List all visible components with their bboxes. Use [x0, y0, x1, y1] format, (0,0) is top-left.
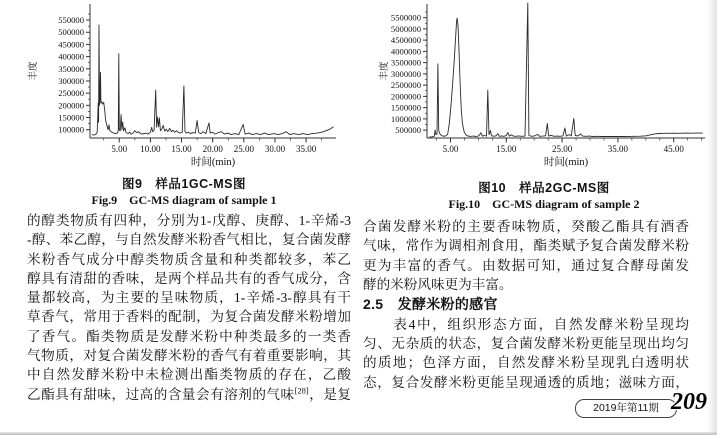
y-tick-label: 5000000 [390, 23, 421, 34]
x-tick-label: 15.00 [171, 144, 192, 154]
text-line: 更为丰富的香气。由数据可知，通过复合酵母菌发 [363, 257, 689, 273]
y-tick-label: 250000 [58, 88, 84, 99]
y-tick-label: 150000 [58, 112, 84, 123]
x-tick-label: 25.00 [233, 144, 254, 154]
x-tick-label: 45.00 [663, 144, 684, 154]
chromatogram-trace [429, 3, 703, 137]
section-heading-2-5: 2.5 发酵米粉的感官 [363, 296, 498, 313]
y-axis-title: 丰度 [29, 61, 39, 81]
y-tick-label: 4500000 [390, 35, 421, 46]
text-line: 量都较高，为主要的呈味物质，1-辛烯-3-醇具有干 [27, 290, 351, 306]
y-tick-label: 100000 [58, 124, 84, 135]
figure-sample2 [375, 2, 713, 213]
x-axis-ticks [104, 138, 322, 154]
text-column-right [363, 217, 689, 392]
text-line: 匀、无杂质的状态，复合菌发酵米粉更能呈现出均匀 [363, 335, 689, 351]
x-tick-label: 15.00 [496, 144, 517, 154]
y-tick-label: 500000 [395, 125, 421, 136]
y-axis-ticks [58, 14, 90, 135]
y-tick-label: 1500000 [390, 102, 421, 113]
figure1-caption-en: Fig.9 GC-MS diagram of sample 1 [91, 193, 277, 207]
y-tick-label: 1000000 [390, 113, 421, 124]
text-line: -醇、苯乙醇，与自然发酵米粉香气相比，复合菌发酵 [27, 232, 351, 248]
y-tick-label: 350000 [58, 63, 84, 74]
text-line: 乙酯具有甜味，过高的含量会有溶剂的气味[28]，是复 [27, 385, 351, 402]
text-line: 气味，常作为调相剂食用，酯类赋予复合菌发酵米粉 [363, 238, 689, 254]
y-tick-label: 2000000 [390, 91, 421, 102]
text-line: 的质地；色泽方面，自然发酵米粉呈现乳白透明状 [363, 355, 689, 371]
x-axis-ticks [436, 138, 701, 154]
text-line: 的醇类物质有四种，分别为1-戊醇、庚醇、1-辛烯-3 [27, 213, 351, 228]
figure2-caption-cn: 图10 样品2GC-MS图 [478, 181, 610, 195]
y-tick-label: 2500000 [390, 80, 421, 91]
issue-badge: 2019年第11期 [575, 399, 677, 418]
y-tick-label: 4000000 [390, 46, 421, 57]
text-line: 酵的米粉风味更为丰富。 [363, 276, 513, 292]
text-line: 米粉香气成分中醇类物质含量和种类都较多，苯乙 [27, 251, 351, 267]
x-tick-label: 5.00 [442, 144, 459, 154]
x-tick-label: 10.00 [140, 144, 161, 154]
y-tick-label: 3500000 [390, 57, 421, 68]
gcms-chart-sample1 [24, 2, 344, 170]
text-line: 气物质，对复合菌发酵米粉的香气有着重要影响，其 [27, 348, 351, 364]
text-line: 合菌发酵米粉的主要香味物质，癸酸乙酯具有酒香 [363, 219, 689, 234]
x-axis-title: 时间(min) [543, 157, 589, 168]
x-tick-label: 35.00 [295, 144, 317, 154]
y-tick-label: 550000 [58, 15, 84, 26]
x-tick-label: 30.00 [264, 144, 286, 154]
y-tick-label: 5500000 [390, 12, 421, 23]
gcms-chart-sample2 [375, 2, 713, 170]
x-tick-label: 25.00 [551, 144, 573, 154]
axes [90, 4, 336, 138]
y-axis-ticks [391, 12, 427, 135]
paragraph-esters-continued [363, 217, 689, 294]
axes [427, 4, 705, 138]
x-tick-label: 35.00 [607, 144, 629, 154]
page-number: 209 [671, 389, 707, 415]
text-line: 中自然发酵米粉中未检测出酯类物质的存在，乙酸 [27, 367, 351, 383]
y-tick-label: 450000 [58, 39, 84, 50]
figure1-caption-cn: 图9 样品1GC-MS图 [121, 177, 247, 191]
y-tick-label: 300000 [58, 75, 84, 86]
text-line: 了香气。酯类物质是发酵米粉中种类最多的一类香 [27, 328, 351, 344]
y-tick-label: 3000000 [390, 68, 421, 79]
y-tick-label: 200000 [58, 100, 84, 111]
figure2-caption-en: Fig.10 GC-MS diagram of sample 2 [448, 197, 640, 211]
page-edge-right [707, 0, 717, 435]
x-tick-label: 5.00 [111, 144, 128, 154]
text-line: 醇具有清甜的香味，是两个样品共有的香气成分，含 [27, 270, 351, 286]
x-tick-label: 20.00 [202, 144, 223, 154]
figure-sample1 [24, 2, 344, 209]
text-line: 态，复合发酵米粉更能呈现通透的质地；滋味方面， [363, 374, 689, 390]
text-line: 表4中，组织形态方面，自然发酵米粉呈现均 [363, 316, 689, 332]
page-footer [575, 389, 717, 422]
text-column-left [27, 211, 351, 404]
text-line: 草香气，常用于香料的配制，为复合菌发酵米粉增加 [27, 309, 351, 325]
y-tick-label: 400000 [58, 51, 84, 62]
paragraph-sensory [363, 315, 689, 392]
x-axis-title: 时间(min) [190, 157, 236, 168]
y-tick-label: 500000 [58, 27, 84, 38]
y-axis-title: 丰度 [380, 61, 390, 81]
chromatogram-trace [92, 25, 334, 135]
